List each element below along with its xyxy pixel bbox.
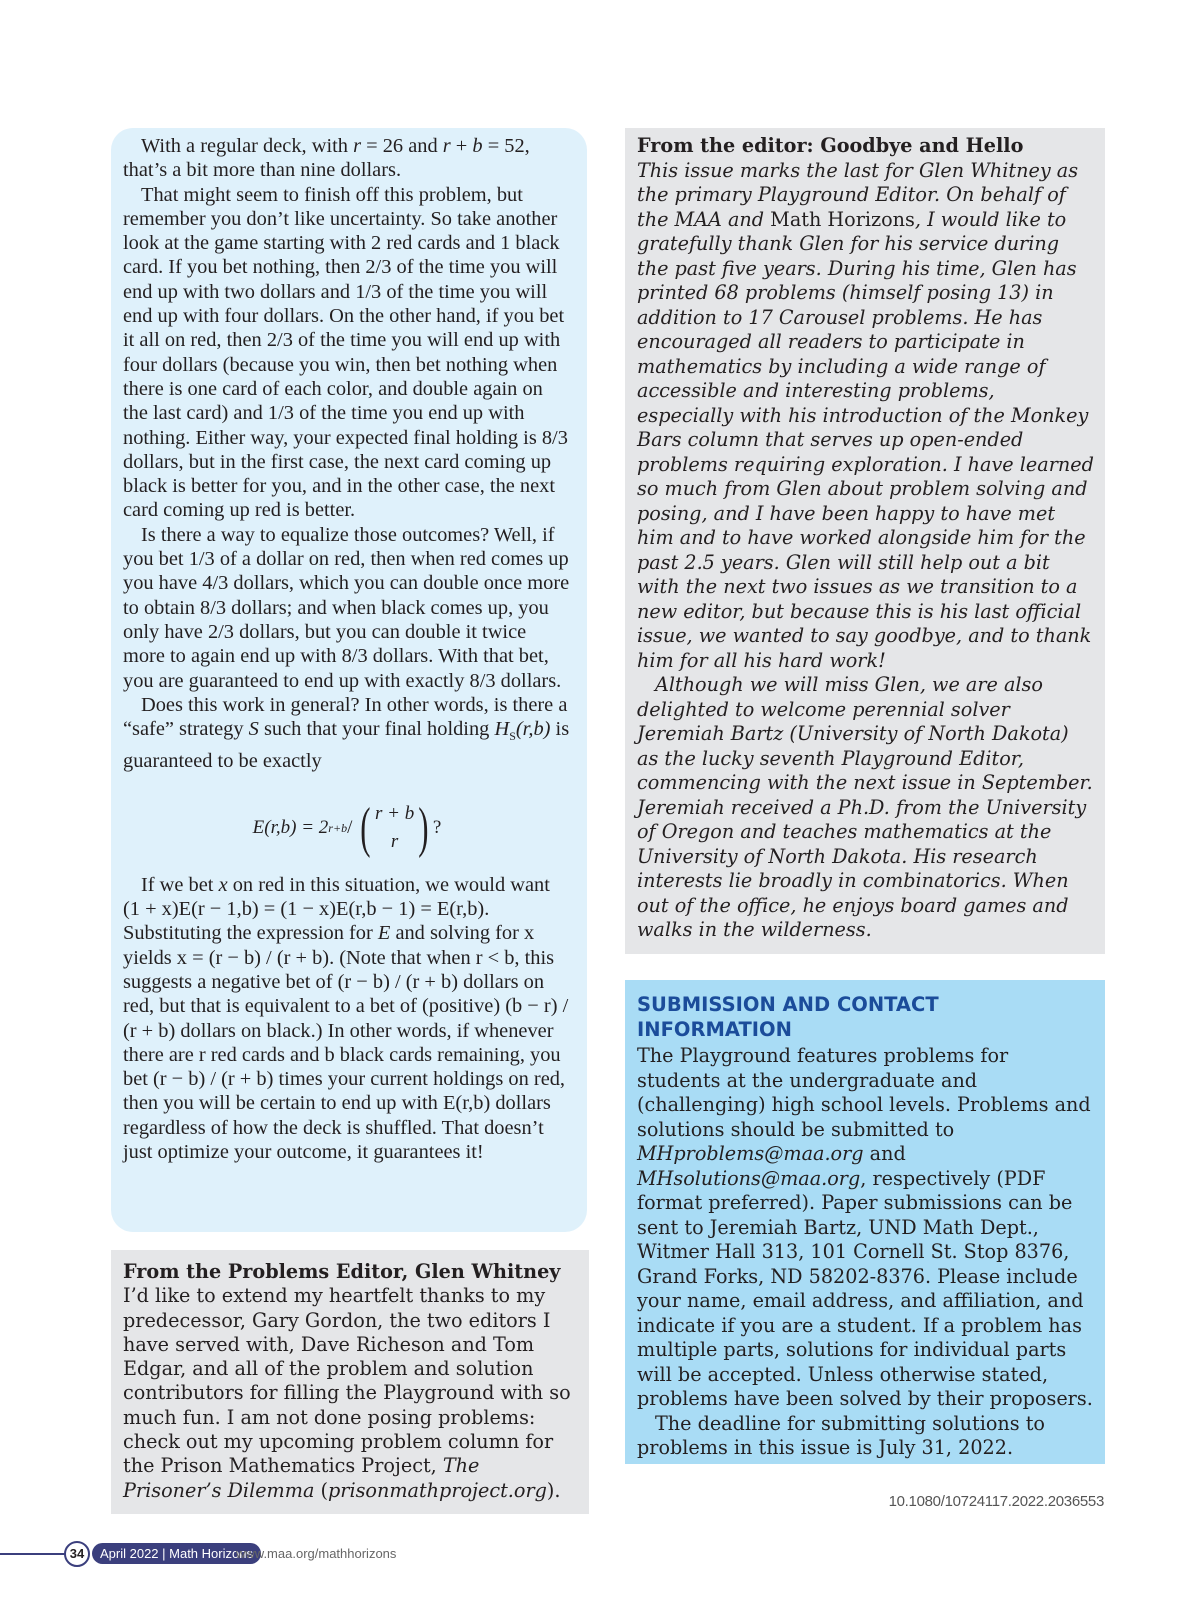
goodbye-body: This issue marks the last for Glen Whitney as the primary Playground Editor. On behalf of the MAA and Math Horizons, I would like to gratefully thank Glen for his service during the past five years. During his time, Glen has printed 68 problems (himself posing 13) in addition to 17 Carousel problems. He has encouraged all readers to participate in mathematics by including a wide range of accessible and interesting problems, especially with his introduction of the Monkey Bars column that serves up open-ended problems requiring exploration. I have learned so much from Glen about problem solving and posing, and I have been happy to have met him and to have worked alongside him for the past 2.5 years. Glen will still help out a bit with the next two issues as we transition to a new editor, but because this is his last official issue, we wanted to say goodbye, and to thank him for all his hard work! Although we will miss Glen, we are also delighted to welcome perennial solver Jeremiah Bartz (University of North Dakota) as the lucky seventh Playground Editor, commencing with the next issue in September. Jeremiah received a Ph.D. from the University of Oregon and teaches mathematics at the University of North Dakota. His research interests lie broadly in combinatorics. When out of the office, he enjoys board games and walks in the wilderness. [637,158,1094,941]
footer-rule [0,1553,66,1555]
page-footer [0,1538,420,1570]
paragraph-bet-x: If we bet x on red in this situation, we would want (1 + x)E(r − 1,b) = (1 − x)E(r,b − 1) = E(r,b). Substituting the expression for E and solving for x yields x = (r − b) / (r + b). (Note that when r < b, this suggests a negative bet of (r − b) / (r + b) dollars on red, but that is equivalent to a bet of (positive) (b − r) / (r + b) dollars on black.) In other words, if whenever there are r red cards and b black cards remaining, you bet (r − b) / (r + b) times your current holdings on red, then you will be certain to end up with E(r,b) dollars regardless of how the deck is shuffled. That doesn’t just optimize your outcome, it guarantees it! [123,873,569,1164]
submission-contact-info [625,980,1105,1464]
problems-email-link[interactable]: MHproblems@maa.org [637,1142,864,1165]
submission-body: The Playground features problems for students at the undergraduate and (challenging) high school levels. Problems and solutions should be submitted to MHproblems@maa.org and MHsolutions@maa.org, respectively (PDF format preferred). Paper submissions can be sent to Jeremiah Bartz, UND Math Dept., Witmer Hall 313, 101 Cornell St. Stop 8376, Grand Forks, ND 58202-8376. Please include your name, email address, and affiliation, and indicate if you are a student. If a problem has multiple parts, solutions for individual parts will be accepted. Unless otherwise stated, problems have been solved by their proposers. [637,1044,1093,1410]
submission-title: SUBMISSION AND CONTACT INFORMATION [637,993,939,1041]
problems-editor-body: I’d like to extend my heartfelt thanks to my predecessor, Gary Gordon, the two editors I have served with, Dave Richeson and Tom Edgar, and all of the problem and solution contributors for filling the Playground with so much fun. I am not done posing problems: check out my upcoming problem column for the Prison Mathematics Project, The Prisoner’s Dilemma (prisonmathproject.org). [123,1284,571,1502]
problems-editor-title: From the Problems Editor, Glen Whitney [123,1260,561,1283]
submission-deadline: The deadline for submitting solutions to problems in this issue is July 31, 2022. [637,1411,1045,1459]
editor-goodbye-note [625,128,1105,954]
article-column-panel [111,128,587,1232]
problems-editor-note [111,1250,589,1514]
page-number: 34 [64,1541,90,1567]
paragraph-regular-deck: With a regular deck, with r = 26 and r + b = 52, that’s a bit more than nine dollars. [123,135,530,182]
doi-label: 10.1080/10724117.2022.2036553 [888,1493,1104,1510]
expected-value-formula: E(r,b) = 2 r+b / ( r + b r ) ? [252,796,442,859]
issue-label: April 2022 | Math Horizons [92,1543,261,1564]
goodbye-title: From the editor: Goodbye and Hello [637,134,1024,157]
prison-math-link[interactable]: prisonmathproject.org [327,1478,547,1502]
solutions-email-link[interactable]: MHsolutions@maa.org [637,1166,861,1190]
paragraph-general: Does this work in general? In other words, is there a “safe” strategy S such that your final holding $H_S(r,b)$ is guaranteed to be exactly [123,693,570,772]
website-link[interactable]: www.maa.org/mathhorizons [236,1546,397,1561]
paragraph-equalize: Is there a way to equalize those outcomes? Well, if you bet 1/3 of a dollar on red, then when red comes up you have 4/3 dollars, which you can double once more to obtain 8/3 dollars; and when black comes up, you only have 2/3 dollars, but you can double it twice more to again end up with 8/3 dollars. With that bet, you are guaranteed to end up with exactly 8/3 dollars. [123,523,570,692]
paragraph-uncertainty: That might seem to finish off this problem, but remember you don’t like uncertainty. So take another look at the game starting with 2 red cards and 1 black card. If you bet nothing, then 2/3 of the time you will end up with two dollars and 1/3 of the time you will end up with four dollars. On the other hand, if you bet it all on red, then 2/3 of the time you will end up with four dollars (because you win, then bet nothing when there is one card of each color, and double again on the last card) and 1/3 of the time you end up with nothing. Either way, your expected final holding is 8/3 dollars, but in the first case, the next card coming up black is better for you, and in the other case, the next card coming up red is better. [123,183,568,522]
binomial-coefficient: ( r + b r ) [360,796,429,859]
